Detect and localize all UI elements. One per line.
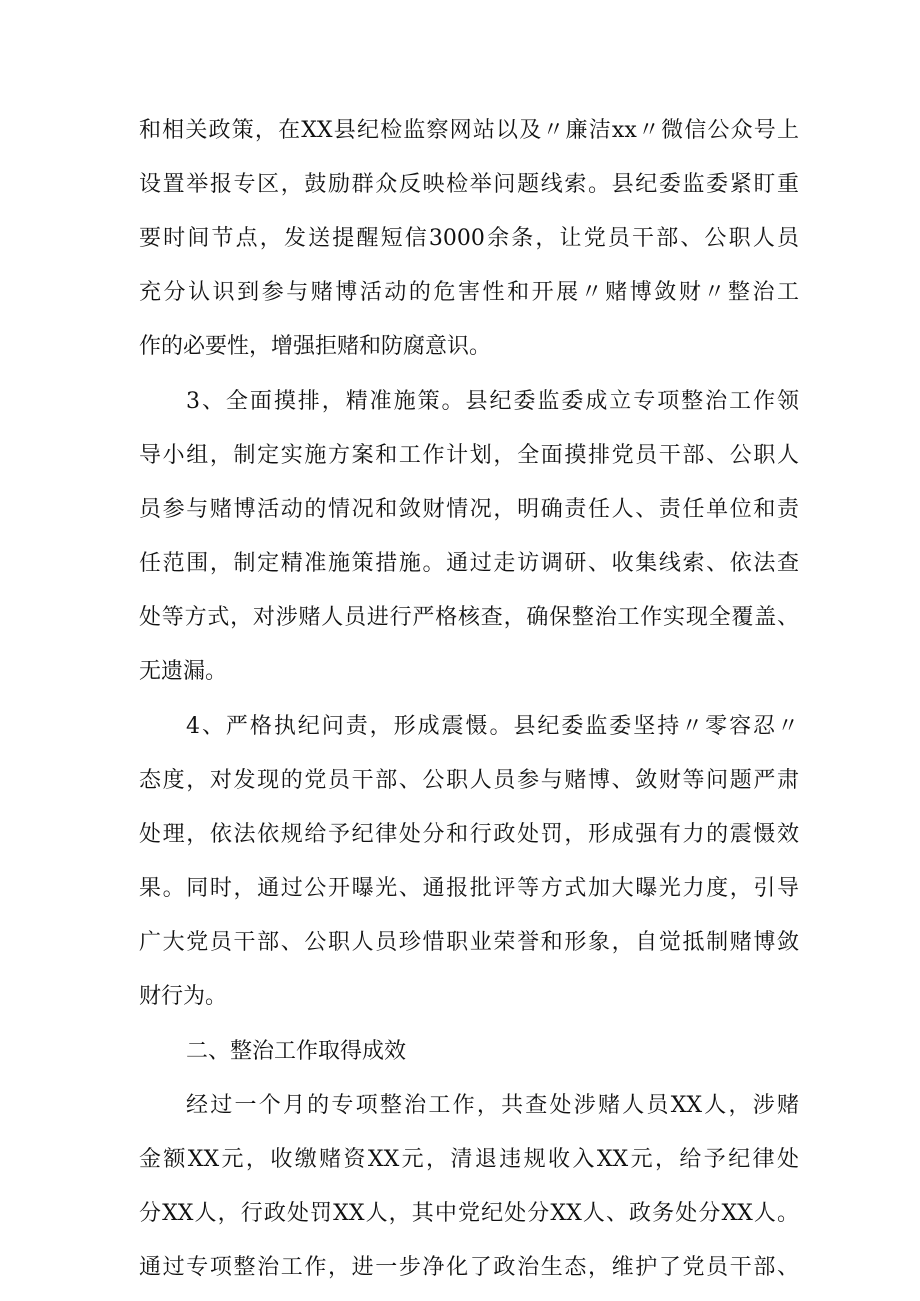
paragraph-line: 处理，依法依规给予纪律处分和行政处罚，形成强有力的震慑效	[139, 822, 799, 847]
paragraph-line: 设置举报专区，鼓励群众反映检举问题线索。县纪委监委紧盯重	[139, 172, 799, 197]
paragraph-line: 无遗漏。	[139, 659, 228, 684]
paragraph-line: 3、全面摸排，精准施策。县纪委监委成立专项整治工作领	[186, 389, 799, 414]
paragraph-line: 员参与赌博活动的情况和敛财情况，明确责任人、责任单位和责	[139, 497, 799, 522]
paragraph-line: 通过专项整治工作，进一步净化了政治生态，维护了党员干部、	[139, 1255, 799, 1280]
section-heading: 二、整治工作取得成效	[186, 1039, 407, 1064]
paragraph-line: 广大党员干部、公职人员珍惜职业荣誉和形象，自觉抵制赌博敛	[139, 930, 799, 955]
paragraph-line: 经过一个月的专项整治工作，共查处涉赌人员XX人，涉赌	[186, 1093, 799, 1118]
paragraph-line: 财行为。	[139, 984, 228, 1009]
paragraph-line: 处等方式，对涉赌人员进行严格核查，确保整治工作实现全覆盖、	[139, 605, 799, 630]
paragraph-line: 任范围，制定精准施策措施。通过走访调研、收集线索、依法查	[139, 551, 799, 576]
paragraph-line: 态度，对发现的党员干部、公职人员参与赌博、敛财等问题严肃	[139, 768, 799, 793]
paragraph-line: 充分认识到参与赌博活动的危害性和开展〃赌博敛财〃整治工	[139, 280, 799, 305]
paragraph-line: 分XX人，行政处罚XX人，其中党纪处分XX人、政务处分XX人。	[139, 1201, 799, 1226]
paragraph-line: 和相关政策，在XX县纪检监察网站以及〃廉洁xx〃微信公众号上	[139, 118, 799, 143]
paragraph-line: 4、严格执纪问责，形成震慑。县纪委监委坚持〃零容忍〃	[186, 714, 799, 739]
paragraph-line: 金额XX元，收缴赌资XX元，清退违规收入XX元，给予纪律处	[139, 1147, 799, 1172]
paragraph-line: 导小组，制定实施方案和工作计划，全面摸排党员干部、公职人	[139, 443, 799, 468]
paragraph-line: 作的必要性，增强拒赌和防腐意识。	[139, 334, 492, 359]
paragraph-line: 要时间节点，发送提醒短信3000余条，让党员干部、公职人员	[139, 226, 799, 251]
paragraph-line: 果。同时，通过公开曝光、通报批评等方式加大曝光力度，引导	[139, 876, 799, 901]
